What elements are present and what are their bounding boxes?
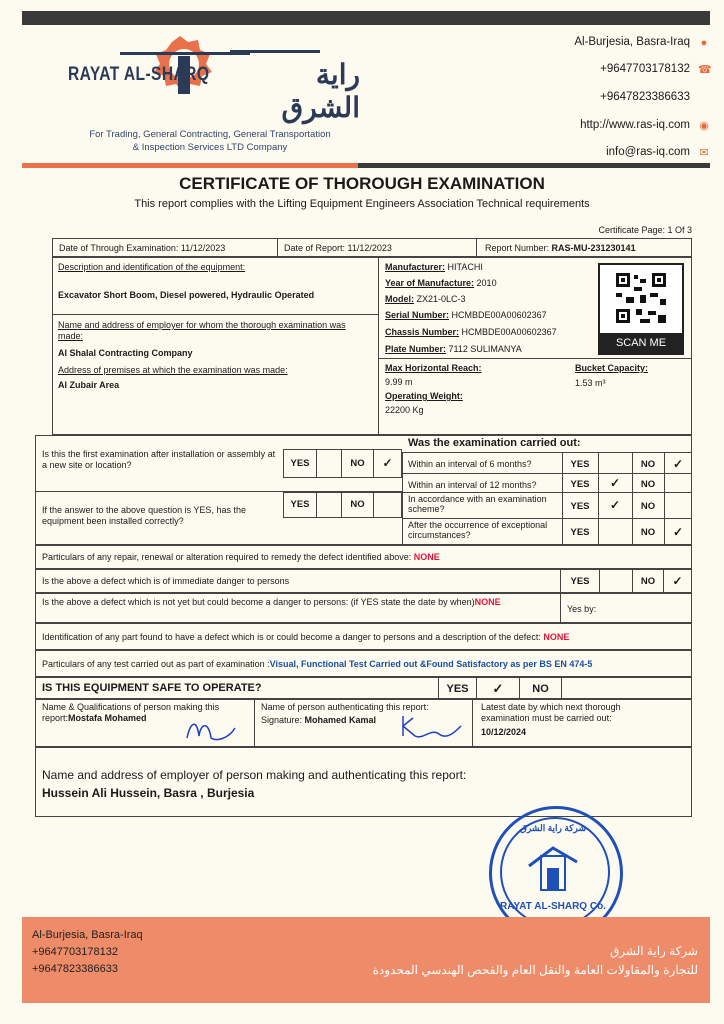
next-exam-cell: [472, 699, 692, 747]
safe-no: NO: [532, 683, 549, 695]
danger-no-cell: [632, 569, 664, 593]
identification-label: Identification of any part found to have a defect which is or could become a danger to persons and a description of the defect:: [42, 632, 544, 642]
danger-yes-check-cell[interactable]: [599, 569, 633, 593]
header-phone-2: [600, 91, 690, 103]
exceptional-circumstances: After the occurrence of exceptional circumstances?: [408, 520, 548, 540]
phone-1-text: +9647703178132: [600, 63, 690, 75]
header-email[interactable]: [606, 146, 690, 158]
header-website[interactable]: [580, 119, 690, 131]
danger-no-check-cell[interactable]: [663, 569, 692, 593]
header-address: [574, 36, 690, 48]
co-line-1: [402, 473, 692, 474]
identification-row: [35, 623, 692, 650]
c4-no-check[interactable]: ✓: [672, 525, 684, 539]
c4-yes: YES: [570, 527, 590, 538]
q1-no-check: ✓: [382, 456, 393, 470]
danger-no: NO: [640, 576, 656, 587]
phone-2-text: +9647823386633: [600, 91, 690, 103]
model-label: Model:: [385, 294, 414, 304]
auth-cell: [254, 699, 473, 747]
exam-date-cell: [52, 238, 278, 257]
reach-value: 9.99 m: [385, 377, 413, 387]
danger-label: Is the above a defect which is of immediate danger to persons: [42, 576, 290, 586]
footer-phone-2: +9647823386633: [32, 963, 118, 975]
q2-yes-cell: [283, 492, 317, 518]
yes-by-label: Yes by:: [567, 604, 597, 614]
footer-arabic-line-1: شركة راية الشرق: [609, 944, 698, 958]
c3-no: NO: [640, 501, 656, 512]
maker-cell: [35, 699, 255, 747]
co-line-3: [402, 518, 692, 519]
weight-value: 22200 Kg: [385, 405, 424, 415]
future-value: NONE: [474, 597, 501, 607]
maker-name: Mostafa Mohamed: [68, 713, 147, 723]
repair-row: [35, 545, 692, 569]
report-number-label: Report Number:: [485, 243, 552, 253]
chassis-label: Chassis Number:: [385, 327, 460, 337]
employer-person-value: Hussein Ali Hussein, Basra , Burjesia: [42, 786, 255, 800]
safe-yes-check-cell[interactable]: [476, 677, 520, 699]
employer-label: Name and address of employer for whom the thorough examination was made:: [58, 320, 346, 341]
interval-12-months: Within an interval of 12 months?: [408, 480, 537, 490]
divider-orange: [22, 163, 358, 168]
equipment-desc-label: Description and identification of the equipment:: [58, 262, 246, 272]
c3-yes: YES: [570, 501, 590, 512]
specs-hline: [378, 358, 692, 359]
auth-sig-label: Signature:: [261, 715, 305, 725]
reach-label: Max Horizontal Reach:: [385, 363, 482, 373]
q1-yes-cell: [283, 449, 317, 478]
exam-date: Date of Through Examination: 11/12/2023: [59, 243, 226, 253]
interval-6-months: Within an interval of 6 months?: [408, 459, 532, 469]
header-phone-1: [600, 63, 690, 75]
auth-name: Mohamed Kamal: [304, 715, 377, 725]
stamp-english-text: RAYAT AL-SHARQ Co.: [500, 901, 606, 912]
manufacturer-value: HITACHI: [447, 262, 483, 272]
q2-no-check-cell[interactable]: [373, 492, 402, 518]
bucket-label: Bucket Capacity:: [575, 363, 649, 373]
company-tagline: [62, 128, 358, 154]
auth-label: Name of person authenticating this report:: [261, 702, 429, 712]
test-label: Particulars of any test carried out as part of examination :: [42, 659, 270, 669]
repair-label: Particulars of any repair, renewal or alteration required to remedy the defect identified above:: [42, 552, 414, 562]
report-number-cell: [476, 238, 692, 257]
serial-value: HCMBDE00A00602367: [451, 310, 547, 320]
premises-value: Al Zubair Area: [58, 380, 120, 390]
c1-no-check[interactable]: ✓: [672, 457, 684, 471]
top-bar: [22, 11, 710, 25]
chassis-value: HCMBDE00A00602367: [461, 327, 557, 337]
repair-value: NONE: [413, 552, 440, 562]
c1-yes: YES: [570, 459, 590, 470]
equipment-block: [52, 257, 692, 435]
q1-yes-check-cell[interactable]: [316, 449, 342, 478]
future-label: Is the above a defect which is not yet but could become a danger to persons: (if YES state the date by when): [42, 597, 475, 607]
website-link[interactable]: http://www.ras-iq.com: [580, 119, 690, 131]
tagline-line-2: & Inspection Services LTD Company: [132, 142, 288, 153]
danger-yes: YES: [570, 576, 590, 587]
globe-icon: ◉: [699, 120, 709, 132]
safe-row: [35, 677, 692, 699]
identification-value: NONE: [543, 632, 570, 642]
report-number: RAS-MU-231230141: [551, 243, 636, 253]
logo-text-en: RAYAT AL-SHARQ: [68, 64, 210, 85]
c2-yes-check[interactable]: ✓: [609, 476, 621, 490]
equipment-desc: Excavator Short Boom, Diesel powered, Hydraulic Operated: [58, 290, 315, 300]
carried-out-heading: Was the examination carried out:: [408, 437, 581, 449]
divider-gray: [358, 163, 710, 168]
year-value: 2010: [476, 278, 497, 288]
page-indicator: Certificate Page: 1 Of 3: [598, 225, 692, 235]
stamp-arabic-text: شركة راية الشرق: [519, 823, 586, 833]
q2-no-cell: [341, 492, 374, 518]
c3-yes-check[interactable]: ✓: [609, 498, 621, 512]
equipment-hline: [52, 314, 379, 315]
next-exam-date: 10/12/2024: [481, 727, 527, 737]
certificate-subtitle: This report complies with the Lifting Equipment Engineers Association Technical requirements: [134, 198, 590, 210]
plate-value: 7112 SULIMANYA: [448, 344, 522, 354]
q2-yes-check-cell[interactable]: [316, 492, 342, 518]
phone-icon: ☎: [698, 64, 712, 76]
future-vline: [560, 593, 561, 623]
q2-yes: YES: [290, 499, 310, 510]
envelope-icon: ✉: [699, 147, 709, 159]
q1-no-check-cell[interactable]: [373, 449, 402, 478]
c2-yes: YES: [570, 479, 590, 490]
company-logo: [60, 32, 360, 124]
maker-label: Name & Qualifications of person making this report:: [42, 702, 220, 723]
test-row: [35, 650, 692, 677]
report-date: Date of Report: 11/12/2023: [284, 243, 392, 253]
qr-code[interactable]: [598, 263, 684, 355]
logo-text-ar: راية الشرق: [281, 59, 360, 123]
safe-yes-cell: [438, 677, 477, 699]
question-first-exam: Is this the first examination after installation or assembly at a new site or location?: [42, 449, 276, 470]
email-link[interactable]: info@ras-iq.com: [606, 146, 690, 158]
exam-scheme: In accordance with an examination scheme?: [408, 494, 547, 514]
q1-no-cell: [341, 449, 374, 478]
address-text: Al-Burjesia, Basra-Iraq: [574, 36, 690, 48]
weight-label: Operating Weight:: [385, 391, 463, 401]
location-pin-icon: ●: [700, 37, 708, 49]
q1-no: NO: [350, 458, 365, 469]
c2-no: NO: [640, 479, 656, 490]
safe-no-cell: [519, 677, 562, 699]
scan-me-label: SCAN ME: [600, 333, 682, 353]
q2-no: NO: [350, 499, 365, 510]
danger-no-check: ✓: [672, 574, 683, 588]
certificate-title: CERTIFICATE OF THOROUGH EXAMINATION: [179, 174, 545, 193]
year-label: Year of Manufacture:: [385, 278, 475, 288]
equipment-divider: [378, 257, 379, 435]
q1-yes: YES: [290, 458, 310, 469]
tagline-line-1: For Trading, General Contracting, General Transportation: [89, 129, 331, 140]
danger-yes-cell: [560, 569, 600, 593]
footer-arabic-line-2: للتجارة والمقاولات العامة والنقل العام والفحص الهندسي المحدودة: [372, 963, 698, 977]
safe-yes: YES: [446, 683, 469, 695]
employer-person-label: Name and address of employer of person making and authenticating this report:: [42, 768, 467, 782]
report-date-cell: [277, 238, 477, 257]
plate-label: Plate Number:: [385, 344, 447, 354]
maker-signature-icon: [181, 716, 241, 746]
test-value: Visual, Functional Test Carried out &Found Satisfactory as per BS EN 474-5: [269, 659, 593, 669]
co-line-2: [402, 492, 692, 493]
next-exam-label: Latest date by which next thorough examination must be carried out:: [481, 702, 621, 723]
employer-name: Al Shalal Contracting Company: [58, 348, 193, 358]
qr-pattern-icon: [600, 267, 682, 331]
model-value: ZX21-0LC-3: [416, 294, 466, 304]
premises-label: Address of premises at which the examination was made:: [58, 365, 288, 375]
footer-contact: [32, 927, 143, 978]
safe-question: IS THIS EQUIPMENT SAFE TO OPERATE?: [42, 682, 262, 694]
serial-label: Serial Number:: [385, 310, 450, 320]
footer-arabic: [373, 942, 698, 980]
manufacturer-label: Manufacturer:: [385, 262, 446, 272]
c4-no: NO: [640, 527, 656, 538]
safe-yes-check: ✓: [492, 681, 504, 696]
auth-signature-icon: [395, 712, 465, 742]
footer-address: Al-Burjesia, Basra-Iraq: [32, 929, 143, 941]
footer-phone-1: +9647703178132: [32, 946, 118, 958]
question-installed-correctly: If the answer to the above question is YES, has the equipment been installed correctly?: [42, 505, 246, 526]
c1-no: NO: [640, 459, 656, 470]
bucket-value: 1.53 m³: [575, 378, 606, 388]
